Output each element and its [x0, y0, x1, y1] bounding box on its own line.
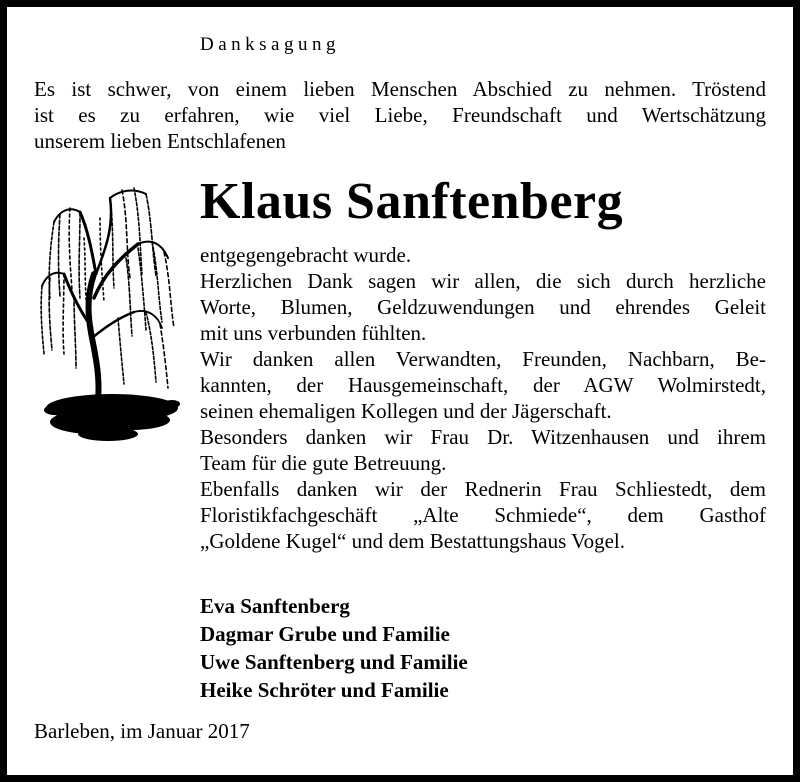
place-date: Barleben, im Januar 2017 — [34, 719, 250, 743]
thanks-line: „Goldene Kugel“ und dem Bestattungshaus Vogel. — [200, 529, 625, 553]
thanks-line: entgegengebracht wurde. — [200, 243, 412, 267]
tree-fronds — [41, 188, 174, 388]
ground-shadow — [44, 394, 180, 441]
thanks-line: Wir danken allen Verwandten, Freunden, Nachbarn, Be- — [200, 347, 766, 371]
signer: Uwe Sanftenberg und Familie — [200, 650, 468, 674]
thanks-line: Ebenfalls danken wir der Rednerin Frau Schliestedt, dem — [200, 477, 766, 501]
thanks-text — [200, 242, 766, 554]
intro-line: Es ist schwer, von einem lieben Menschen Abschied zu nehmen. Tröstend — [34, 77, 766, 101]
signer: Dagmar Grube und Familie — [200, 622, 450, 646]
thanks-line: mit uns verbunden fühlten. — [200, 321, 427, 345]
thanks-line: seinen ehemaligen Kollegen und der Jägerschaft. — [200, 399, 612, 423]
intro-text — [34, 76, 766, 154]
signer: Eva Sanftenberg — [200, 594, 350, 618]
signers-list — [200, 592, 468, 704]
thanks-line: Herzlichen Dank sagen wir allen, die sich durch herzliche — [200, 269, 766, 293]
thanks-line: kannten, der Hausgemeinschaft, der AGW Wolmirstedt, — [200, 373, 766, 397]
deceased-name: Klaus Sanftenberg — [200, 173, 624, 230]
weeping-willow-icon — [34, 178, 184, 450]
notice-heading: Danksagung — [200, 34, 340, 55]
intro-line: unserem lieben Entschlafenen — [34, 129, 286, 153]
thanks-line: Team für die gute Betreuung. — [200, 451, 447, 475]
signer: Heike Schröter und Familie — [200, 678, 449, 702]
thanks-line: Worte, Blumen, Geldzuwendungen und ehrendes Geleit — [200, 295, 766, 319]
tree-trunk — [42, 191, 168, 400]
thanks-line: Floristikfachgeschäft „Alte Schmiede“, dem Gasthof — [200, 503, 766, 527]
thanks-line: Besonders danken wir Frau Dr. Witzenhausen und ihrem — [200, 425, 766, 449]
intro-line: ist es zu erfahren, wie viel Liebe, Freundschaft und Wertschätzung — [34, 103, 766, 127]
